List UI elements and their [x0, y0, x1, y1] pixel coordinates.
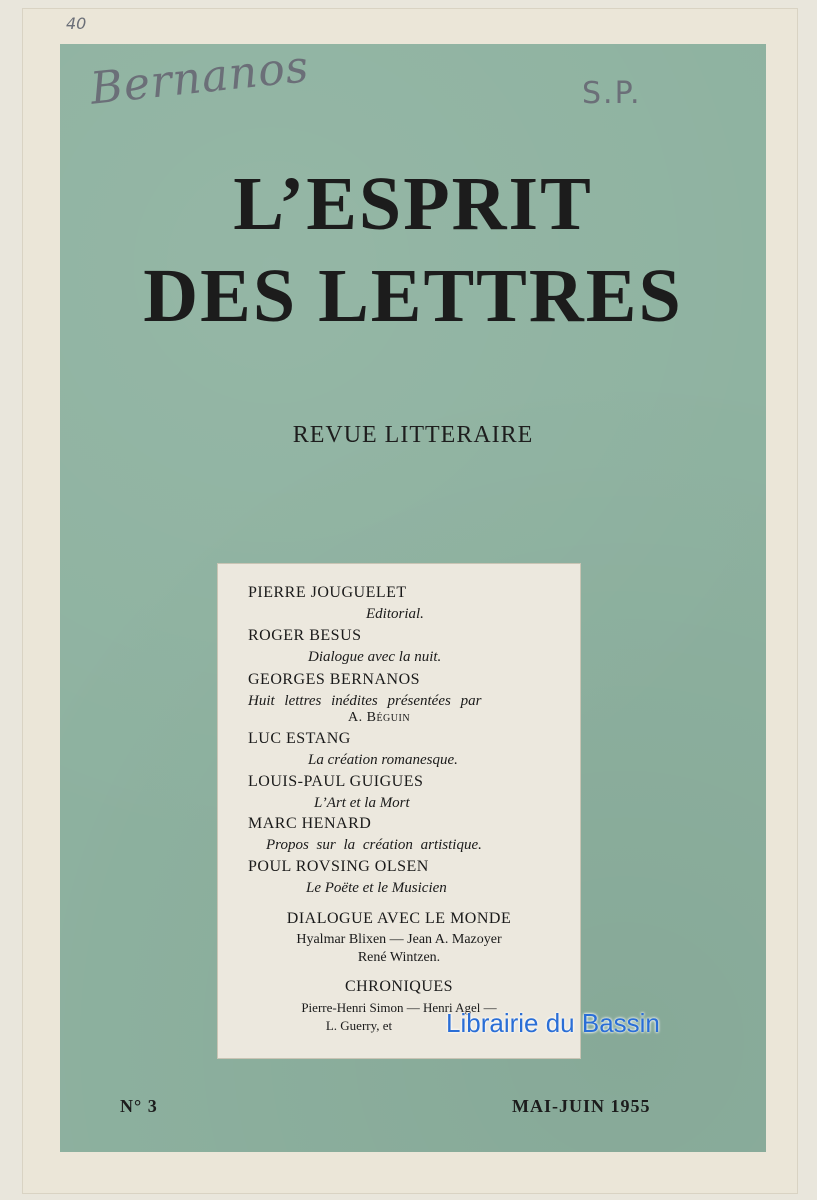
contents-author: MARC HENARD [248, 815, 372, 832]
contents-work: L’Art et la Mort [314, 795, 410, 811]
contents-author: LOUIS-PAUL GUIGUES [248, 773, 424, 790]
chroniques-names-line-1: Pierre-Henri Simon — Henri Agel — [301, 1000, 497, 1015]
chroniques-names-line-2: L. Guerry, et [325, 1018, 393, 1033]
contents-author: ROGER BESUS [248, 627, 362, 644]
contents-author: GEORGES BERNANOS [248, 671, 421, 688]
chroniques-heading: CHRONIQUES [344, 978, 454, 995]
contents-author: POUL ROVSING OLSEN [248, 858, 429, 875]
pencil-note-number: 40 [66, 14, 87, 33]
contents-credit: A. Béguin [348, 710, 411, 725]
contents-work: Le Poëte et le Musicien [306, 880, 447, 896]
journal-subtitle: REVUE LITTERAIRE [292, 422, 534, 448]
bookseller-watermark: Librairie du Bassin [446, 1008, 660, 1038]
pencil-note-sp: S.P. [582, 76, 642, 111]
contents-work: Huit lettres inédites présentées par [248, 693, 482, 709]
dialogue-names-line-1: Hyalmar Blixen — Jean A. Mazoyer [296, 932, 502, 947]
issue-number: N° 3 [120, 1096, 158, 1116]
contents-work: Dialogue avec la nuit. [308, 649, 442, 665]
issue-date: MAI-JUIN 1955 [512, 1096, 651, 1116]
contents-author: LUC ESTANG [248, 730, 351, 747]
table-of-contents [218, 564, 580, 1058]
dialogue-heading: DIALOGUE AVEC LE MONDE [286, 910, 512, 927]
contents-work: Editorial. [366, 606, 424, 622]
contents-author: PIERRE JOUGUELET [248, 584, 407, 601]
contents-work: Propos sur la création artistique. [266, 837, 482, 853]
dialogue-names-line-2: René Wintzen. [357, 950, 441, 965]
pencil-note-name: Bernanos [88, 41, 312, 115]
journal-title-line-2: DES LETTRES [143, 254, 683, 338]
journal-title-line-1: L’ESPRIT [233, 162, 593, 246]
contents-work: La création romanesque. [308, 752, 458, 768]
